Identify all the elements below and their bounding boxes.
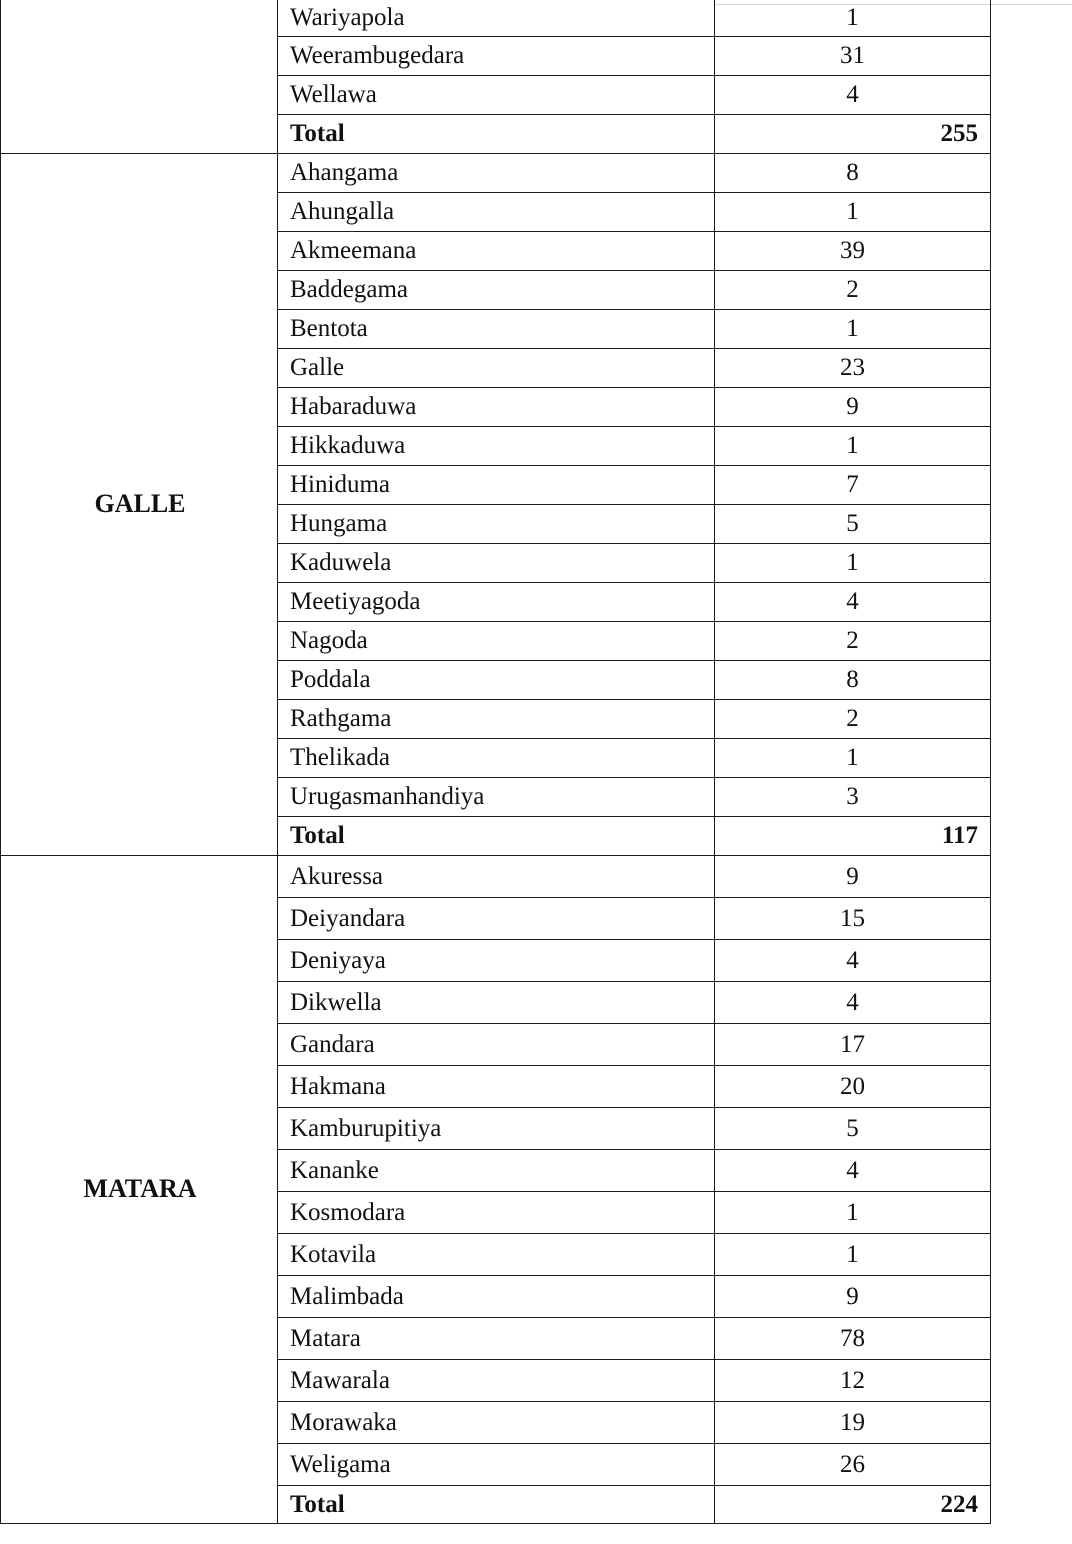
location-count: 2: [715, 270, 991, 309]
location-count: 5: [715, 504, 991, 543]
location-name: Thelikada: [278, 738, 715, 777]
table-row: [1, 855, 991, 897]
location-count: 4: [715, 582, 991, 621]
location-name: Kaduwela: [278, 543, 715, 582]
location-name: Urugasmanhandiya: [278, 777, 715, 816]
location-name: Kosmodara: [278, 1191, 715, 1233]
table-row: [1, 0, 991, 36]
location-name: Baddegama: [278, 270, 715, 309]
location-count: 1: [715, 543, 991, 582]
location-count: 39: [715, 231, 991, 270]
location-name: Hungama: [278, 504, 715, 543]
location-name: Bentota: [278, 309, 715, 348]
total-label: Total: [278, 114, 715, 153]
location-count: 2: [715, 621, 991, 660]
location-name: Dikwella: [278, 981, 715, 1023]
location-count: 4: [715, 75, 991, 114]
location-name: Kamburupitiya: [278, 1107, 715, 1149]
location-count: 17: [715, 1023, 991, 1065]
location-count: 1: [715, 426, 991, 465]
total-value: 255: [715, 114, 991, 153]
location-count: 26: [715, 1443, 991, 1485]
location-count: 9: [715, 855, 991, 897]
district-group: [1, 855, 991, 1523]
district-name: GALLE: [1, 153, 278, 855]
location-name: Hikkaduwa: [278, 426, 715, 465]
district-group: [1, 153, 991, 855]
location-name: Meetiyagoda: [278, 582, 715, 621]
location-count: 1: [715, 738, 991, 777]
total-value: 117: [715, 816, 991, 855]
location-count: 1: [715, 1191, 991, 1233]
location-name: Deniyaya: [278, 939, 715, 981]
location-count: 8: [715, 153, 991, 192]
location-name: Hakmana: [278, 1065, 715, 1107]
location-name: Ahangama: [278, 153, 715, 192]
location-name: Nagoda: [278, 621, 715, 660]
total-label: Total: [278, 816, 715, 855]
location-count: 7: [715, 465, 991, 504]
total-value: 224: [715, 1485, 991, 1523]
location-count: 19: [715, 1401, 991, 1443]
location-count: 2: [715, 699, 991, 738]
location-count: 3: [715, 777, 991, 816]
location-name: Wellawa: [278, 75, 715, 114]
location-count: 4: [715, 1149, 991, 1191]
location-name: Morawaka: [278, 1401, 715, 1443]
location-count: 4: [715, 981, 991, 1023]
location-name: Habaraduwa: [278, 387, 715, 426]
district-group: [1, 0, 991, 153]
table-row: [1, 153, 991, 192]
location-name: Weligama: [278, 1443, 715, 1485]
location-name: Malimbada: [278, 1275, 715, 1317]
district-name: [1, 0, 278, 153]
location-name: Galle: [278, 348, 715, 387]
location-count: 1: [715, 309, 991, 348]
location-name: Akuressa: [278, 855, 715, 897]
location-name: Weerambugedara: [278, 36, 715, 75]
location-name: Kotavila: [278, 1233, 715, 1275]
location-name: Wariyapola: [278, 0, 715, 36]
location-count: 1: [715, 0, 991, 36]
location-name: Deiyandara: [278, 897, 715, 939]
location-name: Kananke: [278, 1149, 715, 1191]
location-count: 12: [715, 1359, 991, 1401]
location-count: 23: [715, 348, 991, 387]
location-count: 1: [715, 192, 991, 231]
location-count: 15: [715, 897, 991, 939]
location-count: 5: [715, 1107, 991, 1149]
location-name: Gandara: [278, 1023, 715, 1065]
location-count: 31: [715, 36, 991, 75]
location-count: 9: [715, 387, 991, 426]
district-name: MATARA: [1, 855, 278, 1523]
location-name: Akmeemana: [278, 231, 715, 270]
location-count: 20: [715, 1065, 991, 1107]
location-name: Hiniduma: [278, 465, 715, 504]
location-count: 4: [715, 939, 991, 981]
location-name: Matara: [278, 1317, 715, 1359]
location-name: Mawarala: [278, 1359, 715, 1401]
location-count: 1: [715, 1233, 991, 1275]
location-name: Ahungalla: [278, 192, 715, 231]
location-name: Rathgama: [278, 699, 715, 738]
location-count: 78: [715, 1317, 991, 1359]
location-count: 9: [715, 1275, 991, 1317]
total-label: Total: [278, 1485, 715, 1523]
location-name: Poddala: [278, 660, 715, 699]
location-count: 8: [715, 660, 991, 699]
